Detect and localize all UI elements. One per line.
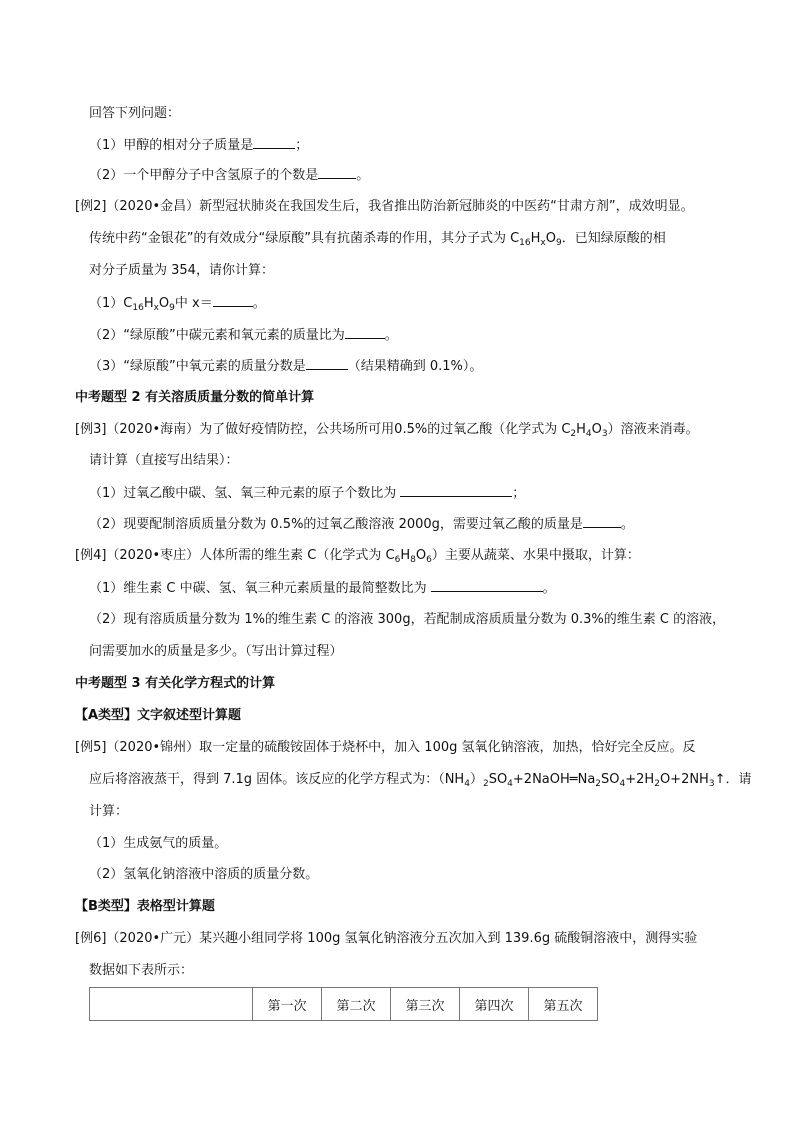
text: ； bbox=[512, 486, 526, 501]
text: ↑．请 bbox=[714, 772, 752, 787]
text: （2）“绿原酸”中碳元素和氧元素的质量比为 bbox=[89, 328, 345, 343]
example2-q2 bbox=[89, 326, 398, 345]
example2-formula-line bbox=[89, 230, 666, 252]
example3-q1 bbox=[89, 484, 525, 503]
table-header-cell bbox=[90, 988, 253, 1021]
subscript: 4 bbox=[464, 779, 470, 789]
answer-blank bbox=[213, 294, 253, 307]
text: ）溶液来消毒。 bbox=[607, 422, 699, 437]
text: [例3]（2020•海南）为了做好疫情防控，公共场所可用0.5%的过氧乙酸（化学式为 C bbox=[75, 422, 571, 437]
subscript: 2 bbox=[595, 779, 602, 789]
text: ）主要从蔬菜、水果中摄取，计算： bbox=[431, 548, 640, 563]
subscript: x bbox=[540, 238, 546, 248]
example5-calc-label: 计算： bbox=[89, 804, 129, 819]
text: [例4]（2020•枣庄）人体所需的维生素 C（化学式为 C bbox=[75, 548, 395, 563]
type-a-heading: 【A类型】文字叙述型计算题 bbox=[75, 708, 242, 723]
subscript: 4 bbox=[507, 779, 513, 789]
example2-intro: [例2]（2020•金昌）新型冠状肺炎在我国发生后，我省推出防治新冠肺炎的中医药“甘肃方剂”，成效明显。 bbox=[75, 199, 694, 214]
q1-end: ； bbox=[295, 138, 309, 153]
text: 中 x＝ bbox=[174, 296, 213, 311]
q2-end: 。 bbox=[356, 168, 370, 183]
text: SO bbox=[601, 772, 620, 787]
example3-q2 bbox=[89, 515, 634, 534]
subscript: 2 bbox=[654, 779, 660, 789]
q2-text: （2）一个甲醇分子中含氢原子的个数是 bbox=[89, 168, 319, 183]
section-heading-2: 中考题型 2 有关溶质质量分数的简单计算 bbox=[75, 390, 315, 405]
subscript: 2 bbox=[482, 779, 489, 789]
text: H bbox=[400, 548, 411, 563]
subscript: 9 bbox=[169, 303, 175, 313]
example2-q1 bbox=[89, 294, 266, 317]
subscript: 4 bbox=[619, 779, 626, 789]
text: （结果精确到 0.1%）。 bbox=[347, 359, 483, 374]
subscript: 6 bbox=[394, 555, 401, 565]
example5-intro: [例5]（2020•锦州）取一定量的硫酸铵固体于烧杯中，加入 100g 氢氧化钠溶液，加热，恰好完全反应。反 bbox=[75, 740, 696, 755]
q1-methanol-mass bbox=[89, 136, 308, 155]
table-header-cell: 第三次 bbox=[391, 988, 460, 1021]
text: 。 bbox=[252, 296, 266, 311]
example4-intro bbox=[75, 547, 640, 569]
subscript: 2 bbox=[570, 429, 577, 439]
text: （1）维生素 C 中碳、氢、氧三种元素质量的最简整数比为 bbox=[89, 581, 427, 596]
text: O bbox=[545, 231, 556, 246]
text: H bbox=[576, 422, 586, 437]
text: 应后将溶液蒸干，得到 7.1g 固体。该反应的化学方程式为：（NH bbox=[89, 772, 465, 787]
example4-q1 bbox=[89, 579, 556, 598]
answer-blank bbox=[583, 515, 621, 528]
text: O bbox=[591, 422, 602, 437]
example4-q2: （2）现有溶质质量分数为 1%的维生素 C 的溶液 300g，若配制成溶质质量分数为 0.3%的维生素 C 的溶液， bbox=[89, 612, 726, 627]
text: 传统中药“金银花”的有效成分“绿原酸”具有抗菌杀毒的作用，其分子式为 C bbox=[89, 231, 520, 246]
subscript: x bbox=[153, 303, 159, 313]
text: +2NaOH═Na bbox=[512, 772, 596, 787]
example3-intro bbox=[75, 421, 699, 443]
table-header-cell: 第二次 bbox=[322, 988, 391, 1021]
example2-q3 bbox=[89, 357, 482, 376]
type-b-heading: 【B类型】表格型计算题 bbox=[75, 899, 215, 914]
subscript: 3 bbox=[708, 779, 715, 789]
subscript: 16 bbox=[519, 238, 531, 248]
text: ．已知绿原酸的相 bbox=[561, 231, 666, 246]
text: SO bbox=[488, 772, 508, 787]
q1-text: （1）甲醇的相对分子质量是 bbox=[89, 138, 254, 153]
text: O bbox=[415, 548, 427, 563]
text: （1）过氧乙酸中碳、氢、氧三种元素的原子个数比为 bbox=[89, 486, 397, 501]
text: 。 bbox=[542, 581, 556, 596]
example4-q2-cont: 问需要加水的质量是多少。（写出计算过程） bbox=[89, 644, 343, 659]
answer-blank bbox=[345, 326, 385, 339]
answer-blank bbox=[253, 136, 295, 149]
example5-equation-line bbox=[89, 771, 751, 793]
text: H bbox=[143, 296, 154, 311]
text: O+2NH bbox=[659, 772, 709, 787]
example2-mass-line: 对分子质量为 354，请你计算： bbox=[89, 263, 274, 278]
answer-blank bbox=[318, 166, 356, 179]
example3-instruction: 请计算（直接写出结果）： bbox=[89, 453, 239, 468]
answer-blank bbox=[306, 357, 348, 370]
text: +2H bbox=[625, 772, 655, 787]
example6-cont: 数据如下表所示： bbox=[89, 963, 194, 978]
text: 。 bbox=[384, 328, 398, 343]
text: H bbox=[530, 231, 541, 246]
table-header-cell: 第五次 bbox=[529, 988, 598, 1021]
subscript: 4 bbox=[585, 429, 592, 439]
subscript: 16 bbox=[132, 303, 144, 313]
data-table bbox=[89, 987, 598, 1021]
example6-intro: [例6]（2020•广元）某兴趣小组同学将 100g 氢氧化钠溶液分五次加入到 139.6g 硫酸铜溶液中，测得实验 bbox=[75, 931, 698, 946]
section-heading-3: 中考题型 3 有关化学方程式的计算 bbox=[75, 676, 276, 691]
example5-q1: （1）生成氨气的质量。 bbox=[89, 836, 228, 851]
text: （2）现要配制溶质质量分数为 0.5%的过氧乙酸溶液 2000g，需要过氧乙酸的质量是 bbox=[89, 517, 583, 532]
subscript: 6 bbox=[426, 555, 432, 565]
table-header-cell: 第一次 bbox=[253, 988, 322, 1021]
table-header-row bbox=[90, 988, 598, 1021]
subscript: 9 bbox=[555, 238, 562, 248]
answer-blank bbox=[431, 579, 543, 592]
table-header-cell: 第四次 bbox=[460, 988, 529, 1021]
text: O bbox=[158, 296, 170, 311]
text: （3）“绿原酸”中氧元素的质量分数是 bbox=[89, 359, 306, 374]
text: （1）C bbox=[89, 296, 133, 311]
text: 。 bbox=[620, 517, 634, 532]
question-intro: 回答下列问题： bbox=[89, 106, 181, 121]
subscript: 8 bbox=[410, 555, 416, 565]
subscript: 3 bbox=[601, 429, 608, 439]
example5-q2: （2）氢氧化钠溶液中溶质的质量分数。 bbox=[89, 867, 319, 882]
answer-blank bbox=[400, 484, 512, 497]
q2-hydrogen-count bbox=[89, 166, 369, 185]
text: ） bbox=[469, 772, 483, 787]
